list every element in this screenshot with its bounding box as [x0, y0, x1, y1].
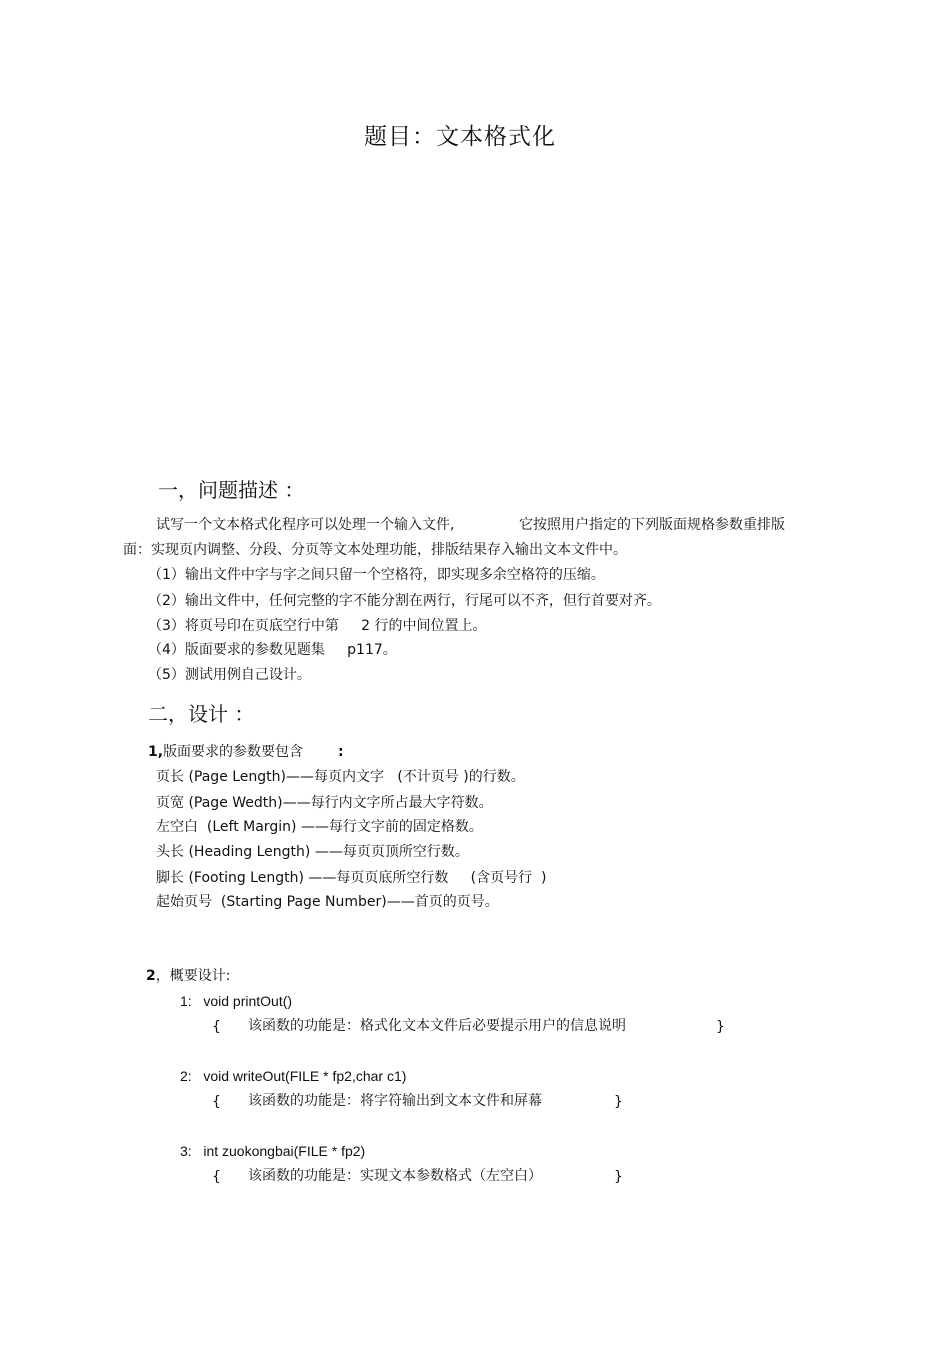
brace-close: } — [614, 1169, 623, 1185]
brace-open: { — [212, 1094, 221, 1110]
subsection-heading — [146, 969, 230, 983]
subsection-heading — [148, 745, 303, 759]
brace-close: } — [716, 1019, 725, 1035]
param-line: 脚长 (Footing Length) ——每页页底所空行数 (含页号行 ) — [156, 870, 547, 886]
brace-close: } — [614, 1094, 623, 1110]
list-item: （1）输出文件中字与字之间只留一个空格符，即实现多余空格符的压缩。 — [148, 567, 605, 583]
param-line: 起始页号 (Starting Page Number)——首页的页号。 — [156, 894, 499, 910]
paragraph-line: 试写一个文本格式化程序可以处理一个输入文件, — [156, 517, 455, 533]
section-heading-design: 二，设计 ： — [148, 702, 255, 726]
function-description: 该函数的功能是：格式化文本文件后必要提示用户的信息说明 — [248, 1018, 626, 1034]
section-heading-problem: 一，问题描述 ： — [158, 478, 305, 502]
function-signature: 3: int zuokongbai(FILE * fp2) — [180, 1143, 366, 1159]
function-signature: 1: void printOut() — [180, 993, 293, 1009]
subsection-number: 1, — [148, 744, 164, 760]
page-title: 题目：文本格式化 — [364, 124, 556, 150]
subsection-colon: : — [338, 744, 344, 760]
param-line: 头长 (Heading Length) ——每页页顶所空行数。 — [156, 844, 469, 860]
param-line: 页长 (Page Length)——每页内文字 (不计页号 )的行数。 — [156, 769, 525, 785]
subsection-number: 2 — [146, 968, 156, 984]
paragraph-line: 面：实现页内调整、分段、分页等文本处理功能，排版结果存入输出文本文件中。 — [123, 542, 627, 558]
paragraph-line: 它按照用户指定的下列版面规格参数重排版 — [519, 517, 785, 533]
list-item: （3）将页号印在页底空行中第 2 行的中间位置上。 — [148, 618, 487, 634]
list-item: （4）版面要求的参数见题集 p117。 — [148, 642, 397, 658]
param-line: 页宽 (Page Wedth)——每行内文字所占最大字符数。 — [156, 795, 493, 811]
brace-open: { — [212, 1019, 221, 1035]
list-item: （5）测试用例自己设计。 — [148, 667, 311, 683]
function-description: 该函数的功能是：实现文本参数格式（左空白） — [248, 1168, 542, 1184]
function-signature: 2: void writeOut(FILE * fp2,char c1) — [180, 1068, 407, 1084]
brace-open: { — [212, 1169, 221, 1185]
subsection-label: 版面要求的参数要包含 — [163, 744, 304, 760]
param-line: 左空白 (Left Margin) ——每行文字前的固定格数。 — [156, 819, 483, 835]
list-item: （2）输出文件中，任何完整的字不能分割在两行，行尾可以不齐，但行首要对齐。 — [148, 593, 661, 609]
function-description: 该函数的功能是：将字符输出到文本文件和屏幕 — [248, 1093, 542, 1109]
subsection-label: ，概要设计: — [155, 968, 231, 984]
